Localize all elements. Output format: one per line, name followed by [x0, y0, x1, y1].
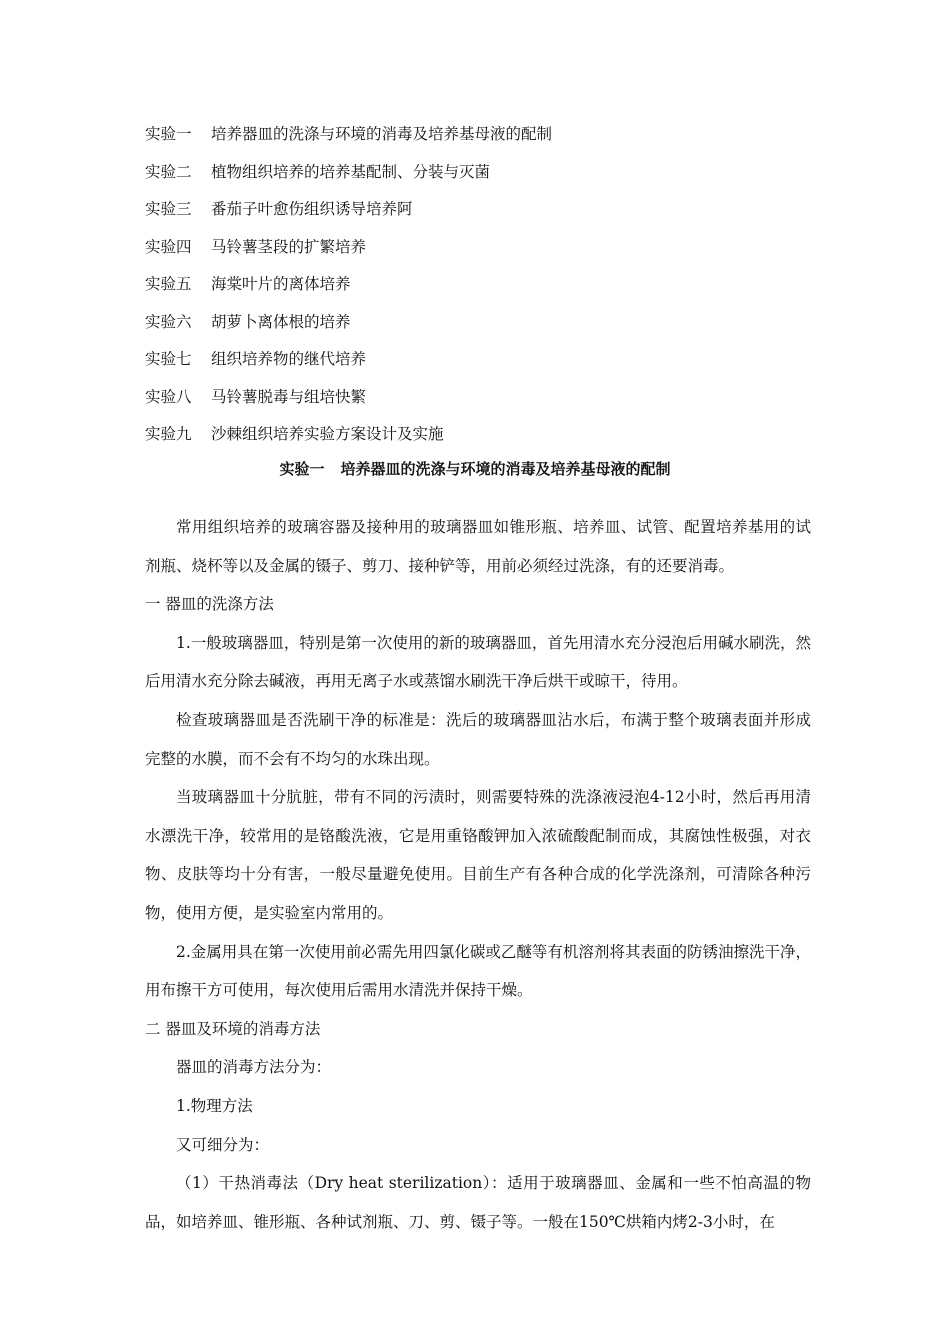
- toc-item: [145, 271, 825, 309]
- toc-item-title: 培养器皿的洗涤与环境的消毒及培养基母液的配制: [211, 125, 553, 143]
- chapter-heading: [0, 456, 950, 482]
- section-heading-sterilization: 二 器皿及环境的消毒方法: [145, 1019, 321, 1038]
- toc-item: [145, 121, 825, 159]
- toc-item-title: 胡萝卜离体根的培养: [211, 312, 351, 331]
- toc-item-number: 实验四: [145, 237, 192, 256]
- toc-item-number: 实验五: [145, 275, 192, 293]
- toc-item: [145, 196, 825, 234]
- paragraph-metal-tools: 2.金属用具在第一次使用前必需先用四氯化碳或乙醚等有机溶剂将其表面的防锈油擦洗干净，用布擦干方可使用，每次使用后需用水清洗并保持干燥。: [145, 942, 811, 1000]
- toc-item: [145, 384, 825, 422]
- paragraph-special-detergent: 当玻璃器皿十分肮脏，带有不同的污渍时，则需要特殊的洗涤液浸泡4-12小时，然后再用清水漂洗干净，较常用的是铬酸洗液，它是用重铬酸钾加入浓硫酸配制而成，其腐蚀性极强，对衣物、皮肤等均十分有害，一般尽量避免使用。目前生产有各种合成的化学洗涤剂，可清除各种污物，使用方便，是实验室内常用的。: [145, 788, 811, 922]
- toc-item-number: 实验九: [145, 425, 192, 443]
- toc-item: [145, 346, 825, 384]
- toc-item-title: 海棠叶片的离体培养: [211, 275, 351, 293]
- intro-paragraph: 常用组织培养的玻璃容器及接种用的玻璃器皿如锥形瓶、培养皿、试管、配置培养基用的试剂瓶、烧杯等以及金属的镊子、剪刀、接种铲等，用前必须经过洗涤，有的还要消毒。: [145, 518, 811, 575]
- toc-item-title: 马铃薯脱毒与组培快繁: [211, 387, 367, 406]
- toc-item-number: 实验二: [145, 162, 192, 181]
- toc-item-number: 实验一: [145, 125, 192, 143]
- toc-item-number: 实验八: [145, 387, 192, 406]
- chapter-heading-number: 实验一: [279, 460, 325, 478]
- table-of-contents: [145, 121, 825, 459]
- toc-item: [145, 159, 825, 197]
- toc-item-title: 植物组织培养的培养基配制、分装与灭菌: [211, 162, 491, 181]
- toc-item-number: 实验三: [145, 200, 192, 218]
- paragraph-glassware-washing: 1.一般玻璃器皿，特别是第一次使用的新的玻璃器皿，首先用清水充分浸泡后用碱水刷洗，然后用清水充分除去碱液，再用无离子水或蒸馏水刷洗干净后烘干或晾干，待用。: [145, 633, 811, 691]
- chapter-heading-title: 培养器皿的洗涤与环境的消毒及培养基母液的配制: [340, 460, 671, 478]
- toc-item: [145, 309, 825, 347]
- paragraph-methods-intro: 器皿的消毒方法分为：: [176, 1058, 332, 1077]
- toc-item-number: 实验七: [145, 350, 192, 368]
- toc-item-title: 马铃薯茎段的扩繁培养: [211, 237, 367, 256]
- paragraph-physical-method: 1.物理方法: [176, 1096, 253, 1115]
- toc-item: [145, 421, 825, 459]
- toc-item-title: 沙棘组织培养实验方案设计及实施: [211, 425, 444, 443]
- toc-item: [145, 234, 825, 272]
- paragraph-dry-heat: （1）干热消毒法（Dry heat sterilization）：适用于玻璃器皿、金属和一些不怕高温的物品，如培养皿、锥形瓶、各种试剂瓶、刀、剪、镊子等。一般在150℃烘箱内烤2-3小时，在: [145, 1174, 811, 1231]
- toc-item-number: 实验六: [145, 312, 192, 331]
- section-heading-washing: 一 器皿的洗涤方法: [145, 595, 274, 614]
- paragraph-cleanliness-check: 检查玻璃器皿是否洗刷干净的标准是：洗后的玻璃器皿沾水后，布满于整个玻璃表面并形成完整的水膜，而不会有不均匀的水珠出现。: [145, 710, 811, 768]
- toc-item-title: 组织培养物的继代培养: [211, 350, 367, 368]
- toc-item-title: 番茄子叶愈伤组织诱导培养阿: [211, 200, 413, 218]
- paragraph-subdivision: 又可细分为：: [176, 1135, 270, 1154]
- document-body: [145, 508, 811, 1241]
